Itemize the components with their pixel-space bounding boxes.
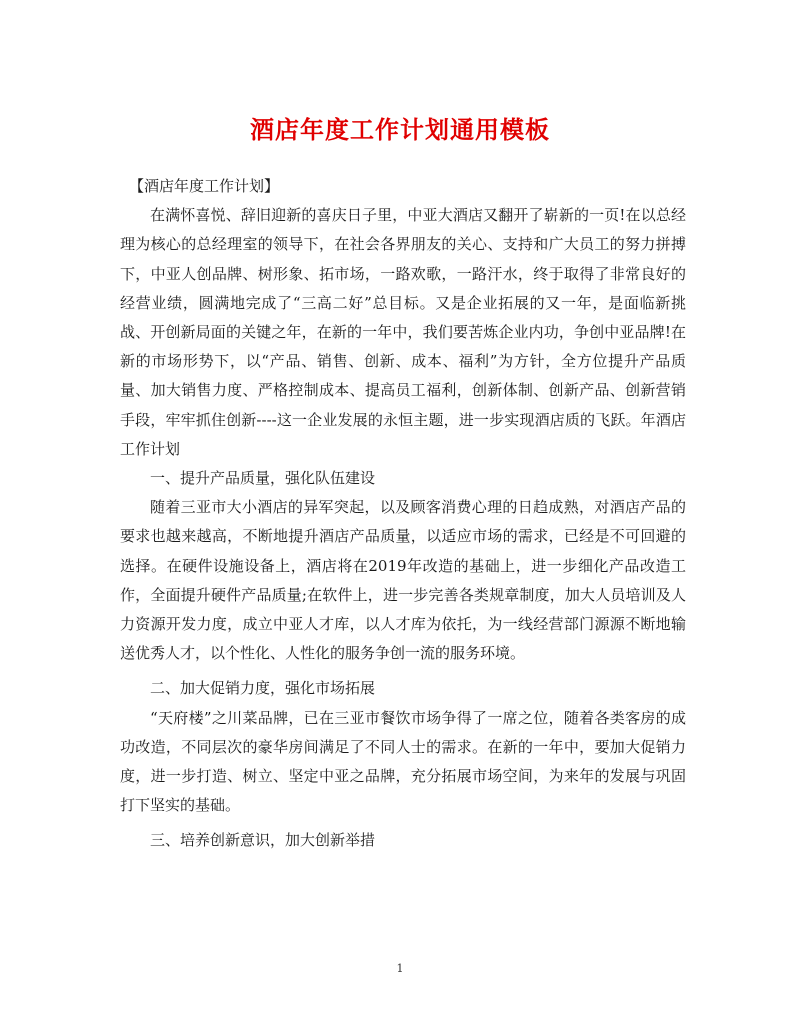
document-body	[120, 172, 686, 856]
intro-paragraph: 在满怀喜悦、辞旧迎新的喜庆日子里，中亚大酒店又翻开了崭新的一页!在以总经理为核心的总经理室的领导下，在社会各界朋友的关心、支持和广大员工的努力拼搏下，中亚人创品牌、树形象、拓市场，一路欢歌，一路汗水，终于取得了非常良好的经营业绩，圆满地完成了“三高二好”总目标。又是企业拓展的又一年，是面临新挑战、开创新局面的关键之年，在新的一年中，我们要苦炼企业内功，争创中亚品牌!在新的市场形势下，以“产品、销售、创新、成本、福利”为方针，全方位提升产品质量、加大销售力度、严格控制成本、提高员工福利，创新体制、创新产品、创新营销手段，牢牢抓住创新----这一企业发展的永恒主题，进一步实现酒店质的飞跃。年酒店工作计划	[120, 206, 686, 458]
page-number: 1	[396, 962, 404, 975]
section-heading-1: 一、提升产品质量，强化队伍建设	[150, 469, 376, 488]
section-1-paragraph: 随着三亚市大小酒店的异军突起，以及顾客消费心理的日趋成熟，对酒店产品的要求也越来越高，不断地提升酒店产品质量，以适应市场的需求，已经是不可回避的选择。在硬件设施设备上，酒店将在2019年改造的基础上，进一步细化产品改造工作，全面提升硬件产品质量;在软件上，进一步完善各类规章制度，加大人员培训及人力资源开发力度，成立中亚人才库，以人才库为依托，为一线经营部门源源不断地输送优秀人才，以个性化、人性化的服务争创一流的服务环境。	[120, 498, 686, 663]
section-heading-2: 二、加大促销力度，强化市场拓展	[150, 679, 376, 698]
section-2-paragraph: “天府楼”之川菜品牌，已在三亚市餐饮市场争得了一席之位，随着各类客房的成功改造，不同层次的豪华房间满足了不同人士的需求。在新的一年中，要加大促销力度，进一步打造、树立、坚定中亚之品牌，充分拓展市场空间，为来年的发展与巩固打下坚实的基础。	[120, 708, 686, 815]
section-heading-bracket: 【酒店年度工作计划】	[129, 177, 280, 195]
section-heading-3: 三、培养创新意识，加大创新举措	[150, 831, 376, 850]
document-title: 酒店年度工作计划通用模板	[250, 115, 550, 144]
